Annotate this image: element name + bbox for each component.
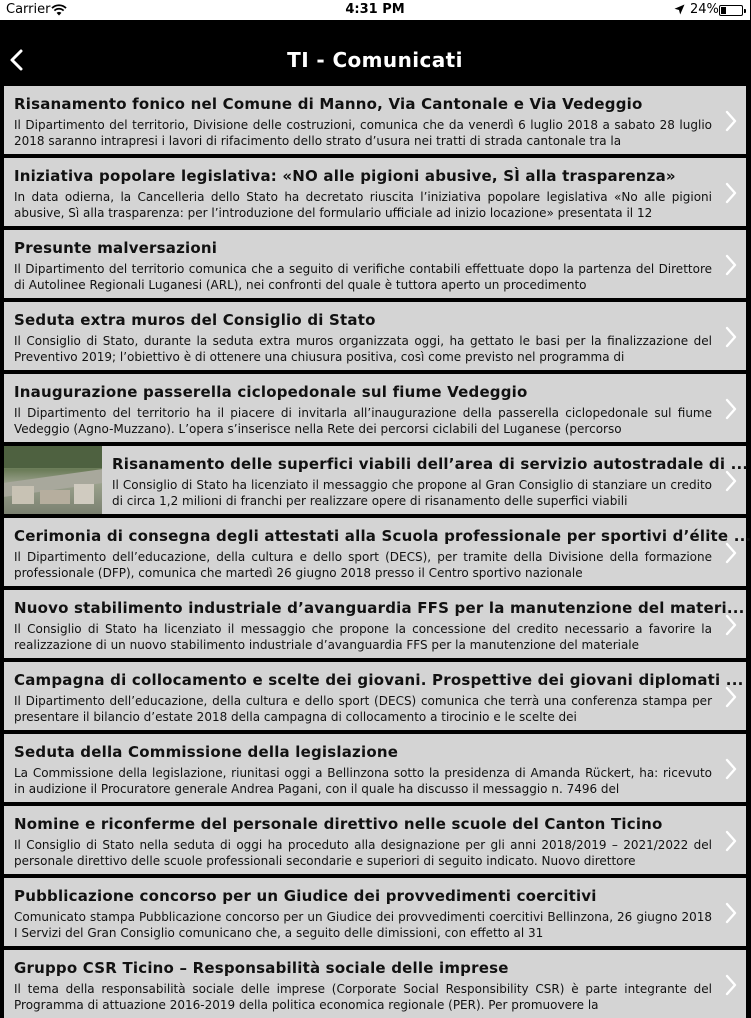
chevron-right-icon [724,254,738,276]
chevron-right-icon [724,542,738,564]
list-item[interactable] [4,734,746,802]
item-title: Seduta extra muros del Consiglio di Stato [14,311,376,329]
battery-icon [719,5,743,16]
chevron-right-icon [724,758,738,780]
item-title: Risanamento fonico nel Comune di Manno, Via Cantonale e Via Vedeggio [14,95,643,113]
list-item[interactable] [4,590,746,658]
item-title: Iniziativa popolare legislativa: «NO alle pigioni abusive, SÌ alla trasparenza» [14,167,676,185]
item-excerpt: Il Dipartimento del territorio ha il piacere di invitarla all’inaugurazione della passerella ciclopedonale sul fiume Vedeggio (Agno-Muzzano). L’opera s’inserisce nella Rete dei percorsi ciclabili del Luganese (percorso [14,406,712,436]
item-title: Seduta della Commissione della legislazione [14,743,399,761]
battery-percentage: 24% [690,2,719,17]
item-title: Campagna di collocamento e scelte dei giovani. Prospettive dei giovani diplomati ... [14,671,744,689]
item-excerpt: Il tema della responsabilità sociale delle imprese (Corporate Social Responsibility CSR) è parte integrante del Programma di attuazione 2016-2019 della politica economica regionale (PER). Per promuovere la [14,982,712,1012]
item-title: Nuovo stabilimento industriale d’avanguardia FFS per la manutenzione del materi... [14,599,745,617]
chevron-right-icon [724,326,738,348]
item-excerpt: Il Consiglio di Stato ha licenziato il messaggio che propone al Gran Consiglio di stanziare un credito di circa 1,2 milioni di franchi per realizzare opere di risanamento delle superfici viabili [112,478,712,508]
item-title: Risanamento delle superfici viabili dell’area di servizio autostradale di ... [112,455,749,473]
chevron-right-icon [724,974,738,996]
item-excerpt: Il Consiglio di Stato nella seduta di oggi ha proceduto alla designazione per gli anni 2018/2019 – 2021/2022 del personale direttivo delle scuole professionali secondarie e superiori di seguito indicato. Nuovo direttore [14,838,712,868]
list-item[interactable] [4,878,746,946]
list-item[interactable] [4,518,751,586]
chevron-right-icon [724,902,738,924]
navigation-bar [0,20,750,84]
list-item[interactable] [4,302,746,370]
chevron-right-icon [724,686,738,708]
item-excerpt: Il Consiglio di Stato, durante la seduta extra muros organizzata oggi, ha gettato le basi per la finalizzazione del Preventivo 2019; l’obiettivo è di ottenere una chiusura positiva, così come previsto nel programma di [14,334,712,364]
item-excerpt: Il Dipartimento del territorio, Divisione delle costruzioni, comunica che da venerdì 6 luglio 2018 a sabato 28 luglio 2018 saranno intrapresi i lavori di rifacimento dello strato d’usura nei tratti di strada cantonale tra la [14,118,712,148]
chevron-right-icon [724,182,738,204]
item-title: Presunte malversazioni [14,239,218,257]
list-item[interactable] [4,950,746,1018]
item-title: Nomine e riconferme del personale direttivo nelle scuole del Canton Ticino [14,815,663,833]
list-item[interactable] [4,662,746,730]
item-excerpt: Comunicato stampa Pubblicazione concorso per un Giudice dei provvedimenti coercitivi Bellinzona, 26 giugno 2018 I Servizi del Gran Consiglio comunicano che, a seguito delle dimissioni, con effetto al 31 [14,910,712,940]
item-excerpt: Il Dipartimento dell’educazione, della cultura e dello sport (DECS), per tramite della Divisione della formazione professionale (DFP), comunica che martedì 26 giugno 2018 presso il Centro sportivo nazionale [14,550,712,580]
item-excerpt: La Commissione della legislazione, riunitasi oggi a Bellinzona sotto la presidenza di Amanda Rückert, ha: ricevuto in audizione il Procuratore generale Andrea Pagani, con il quale ha discusso il messaggio n. 7496 del [14,766,712,796]
list-item[interactable] [4,230,746,298]
item-title: Gruppo CSR Ticino – Responsabilità sociale delle imprese [14,959,509,977]
list-item[interactable] [4,158,746,226]
clock: 4:31 PM [345,2,405,17]
status-bar [0,0,750,20]
item-excerpt: Il Dipartimento dell’educazione, della cultura e dello sport (DECS) comunica che terrà una conferenza stampa per presentare il bilancio d’estate 2018 della campagna di collocamento a tirocinio e le scelte dei [14,694,712,724]
item-excerpt: In data odierna, la Cancelleria dello Stato ha decretato riuscita l’iniziativa popolare legislativa «No alle pigioni abusive, Sì alla trasparenza: per l’introduzione del formulario ufficiale ad inizio locazione» presentata il 12 [14,190,712,220]
list-item[interactable] [4,806,746,874]
item-title: Pubblicazione concorso per un Giudice dei provvedimenti coercitivi [14,887,597,905]
item-title: Inaugurazione passerella ciclopedonale sul fiume Vedeggio [14,383,528,401]
chevron-right-icon [724,110,738,132]
chevron-right-icon [724,398,738,420]
location-arrow-icon [674,4,685,15]
list-item[interactable] [4,374,746,442]
chevron-right-icon [724,470,738,492]
chevron-right-icon [724,830,738,852]
list-item[interactable] [4,446,749,514]
list-item[interactable] [4,86,746,154]
item-title: Cerimonia di consegna degli attestati alla Scuola professionale per sportivi d’élite ... [14,527,751,545]
carrier-label: Carrier [6,2,51,17]
page-title: TI - Comunicati [287,48,463,72]
item-thumbnail [4,446,102,514]
item-excerpt: Il Consiglio di Stato ha licenziato il messaggio che propone la concessione del credito necessario a favorire la realizzazione di un nuovo stabilimento industriale d’avanguardia FFS per la manutenzione del materiale [14,622,712,652]
news-list[interactable] [0,84,751,1012]
chevron-right-icon [724,614,738,636]
item-excerpt: Il Dipartimento del territorio comunica che a seguito di verifiche contabili effettuate dopo la partenza del Direttore di Autolinee Regionali Luganesi (ARL), nei confronti del quale è tuttora aperto un procedimento [14,262,712,292]
